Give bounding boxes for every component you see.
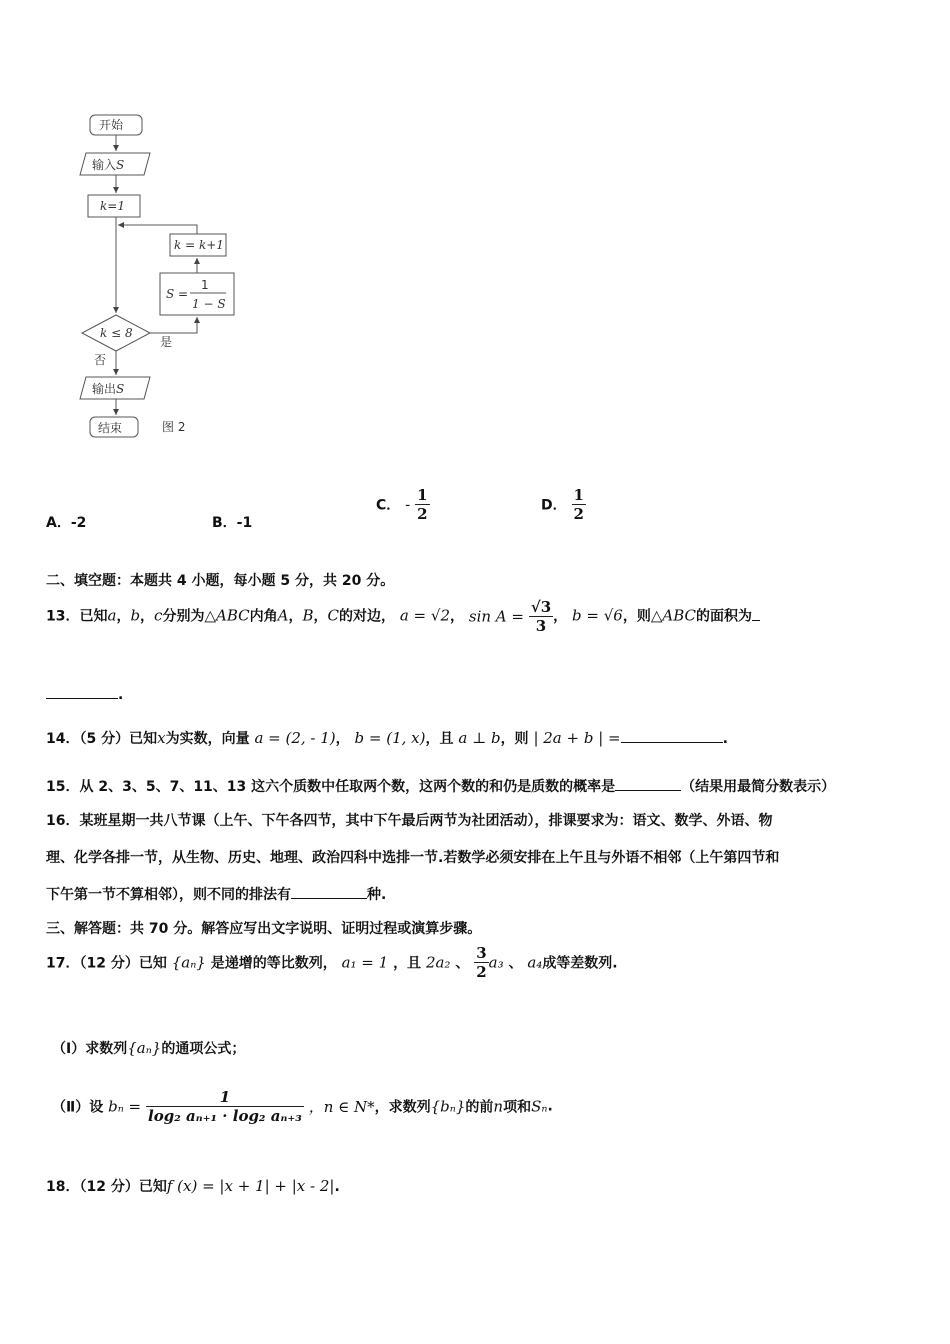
- end-label: 结束: [98, 421, 123, 435]
- question-16-line2: 理、化学各排一节，从生物、历史、地理、政治四科中选排一节.若数学必须安排在上午且与外语不相邻（上午第四节和: [46, 850, 780, 866]
- q16-answer-blank[interactable]: [291, 884, 367, 899]
- section2-heading: 二、填空题：本题共 4 小题，每小题 5 分，共 20 分。: [46, 573, 395, 589]
- option-b[interactable]: B．-1: [212, 515, 253, 531]
- section3-heading: 三、解答题：共 70 分。解答应写出文字说明、证明过程或演算步骤。: [46, 921, 482, 937]
- flowchart-svg: [70, 105, 290, 450]
- question-17-part2: （Ⅱ）设 bₙ = $\frac{1}{\text{log₂ aₙ₊₁ · log₂ aₙ₊₃}}$ ，n ∈ N*，求数列{bₙ}的前n项和Sₙ.: [52, 1088, 553, 1125]
- option-c-fraction: $\frac{1}{2}$: [417, 486, 428, 523]
- question-17-part1: （Ⅰ）求数列{aₙ}的通项公式；: [52, 1039, 246, 1057]
- increment-label: k = k+1: [174, 238, 224, 252]
- no-label: 否: [94, 353, 107, 367]
- question-18: 18．（12 分）已知f (x) = |x + 1| + |x - 2|.: [46, 1177, 340, 1195]
- figure-caption: 图 2: [162, 420, 186, 434]
- option-d-fraction: $\frac{1}{2}$: [573, 486, 584, 523]
- condition-label: k ≤ 8: [100, 326, 133, 340]
- start-label: 开始: [99, 118, 124, 132]
- question-15: 15．从 2、3、5、7、11、13 这六个质数中任取两个数，这两个数的和仍是质数的概率是 （结果用最简分数表示）: [46, 776, 835, 796]
- question-13-blank[interactable]: .: [46, 684, 123, 703]
- option-c[interactable]: C． - $\frac{1}{2}$: [376, 486, 428, 523]
- assign-den: 1 − S: [192, 297, 226, 311]
- output-label: 输出S: [92, 382, 125, 396]
- yes-label: 是: [160, 335, 173, 349]
- question-16-line3: 下午第一节不算相邻），则不同的排法有 种.: [46, 884, 386, 904]
- sin-fraction: $\frac{√3}{3}$: [530, 598, 552, 635]
- question-17: 17．（12 分）已知 {aₙ} 是递增的等比数列， a₁ = 1 ，且 2a₂ 、 $\frac{3}{2}$ a₃ 、 a₄成等差数列.: [46, 944, 618, 981]
- option-a[interactable]: A．-2: [46, 515, 87, 531]
- init-label: k=1: [100, 199, 125, 213]
- flowchart: [70, 105, 290, 450]
- q14-answer-blank[interactable]: [621, 728, 723, 743]
- assign-num: 1: [201, 278, 209, 292]
- q17-bn-fraction: $\frac{1}{\text{log₂ aₙ₊₁ · log₂ aₙ₊₃}}$: [148, 1088, 302, 1125]
- assign-lhs: S =: [166, 287, 189, 301]
- question-14: 14．（5 分）已知x为实数，向量 a = (2, - 1)， b = (1, x)，且 a ⊥ b，则 | 2a + b | = .: [46, 729, 728, 747]
- input-label: 输入S: [92, 158, 125, 172]
- question-13: 13．已知a，b，c分别为△ABC内角A，B，C的对边， a = √2， sin A = $\frac{√3}{3}$ ， b = √6，则△ABC的面积为: [46, 598, 760, 635]
- option-d[interactable]: D． $\frac{1}{2}$: [541, 486, 584, 523]
- question-16-line1: 16．某班星期一共八节课（上午、下午各四节，其中下午最后两节为社团活动），排课要求为：语文、数学、外语、物: [46, 813, 773, 829]
- q17-fraction: $\frac{3}{2}$: [476, 944, 487, 981]
- q15-answer-blank[interactable]: [615, 776, 681, 791]
